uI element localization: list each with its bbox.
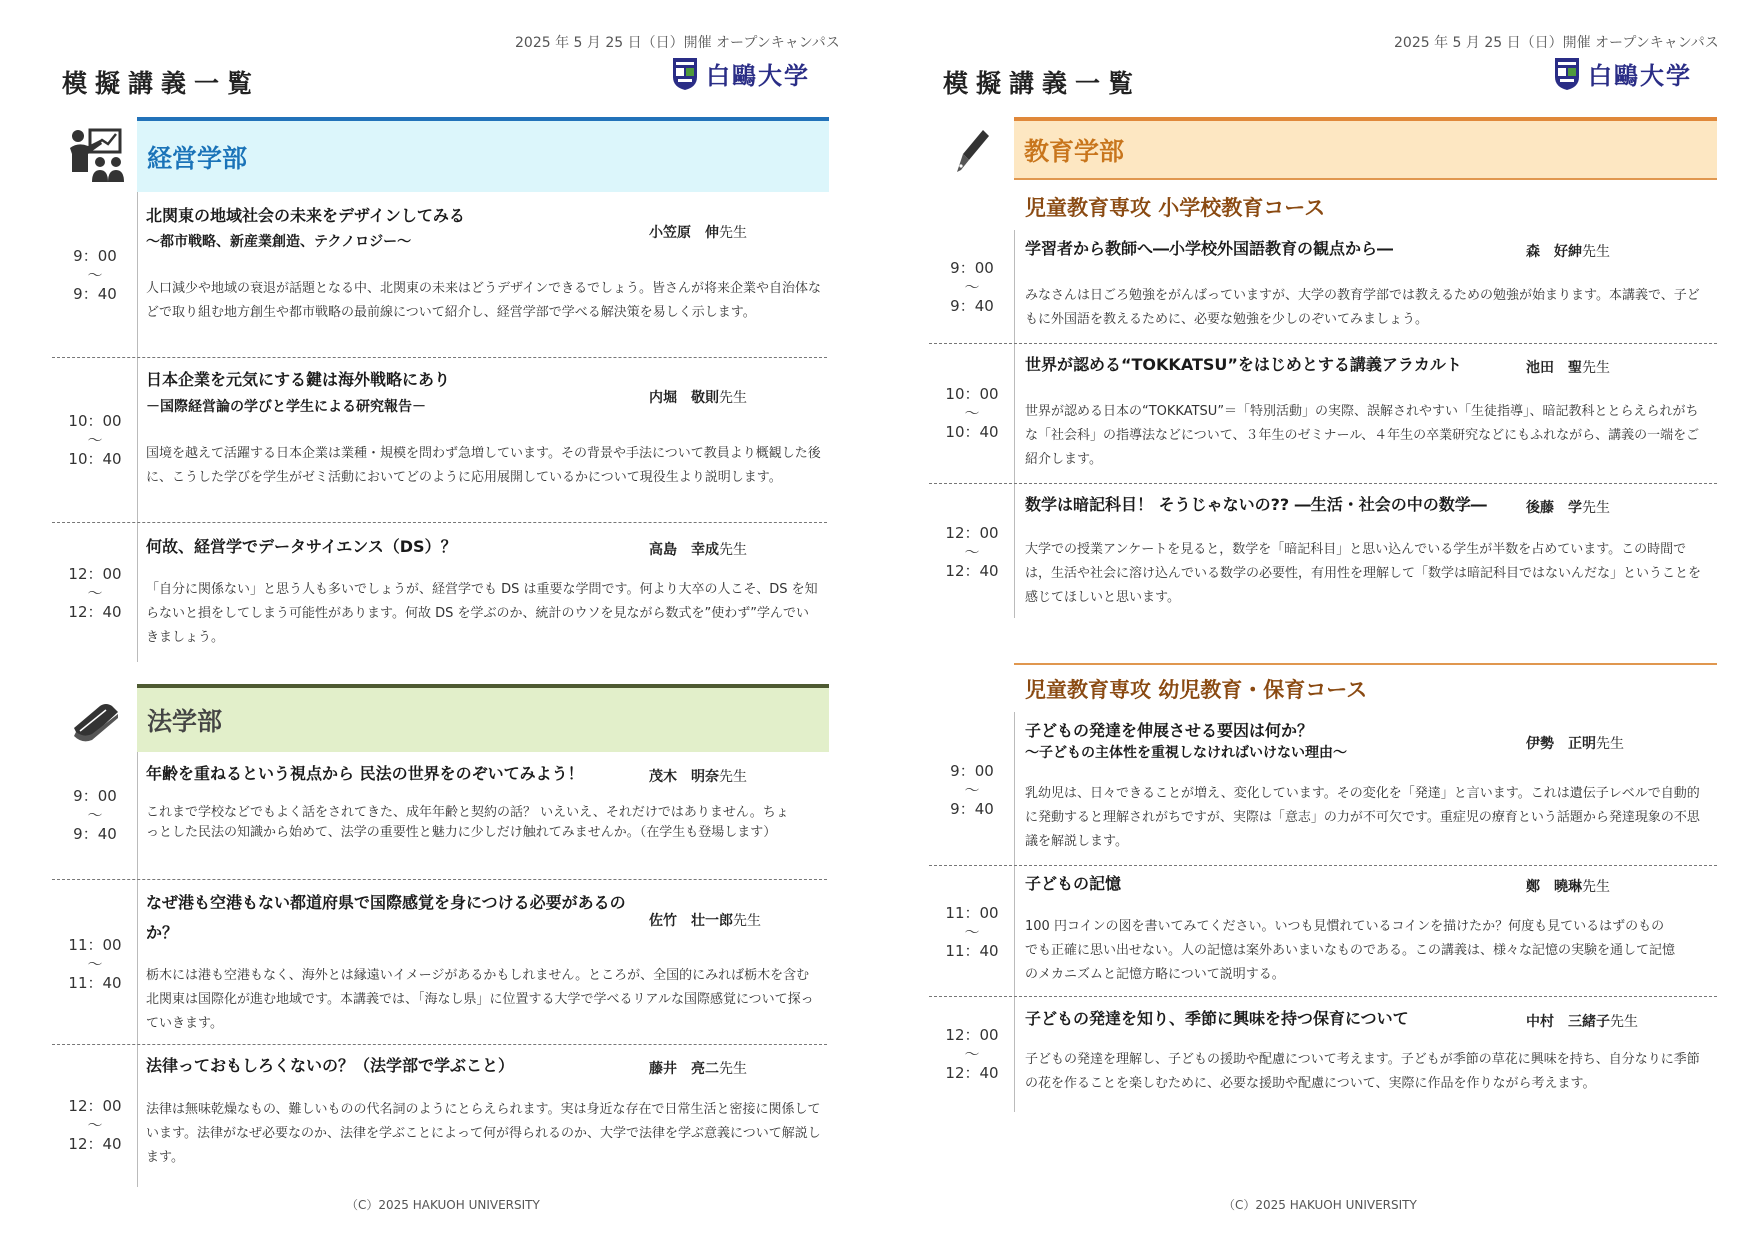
page-title: 模擬講義一覧: [943, 69, 1142, 98]
lecture-description: 人口減少や地域の衰退が話題となる中、北関東の未来はどうデザインできるでしょう。皆さんが将来企業や自治体などで取り組む地方創生や都市戦略の最前線について紹介し、経営学部で学べる解決策を易しく示します。: [146, 281, 821, 320]
lecture-time: 9：00 ～ 9：40: [73, 247, 117, 303]
row-divider: [929, 343, 1717, 344]
law-band: [137, 684, 829, 752]
pen-nib-icon: [955, 128, 991, 174]
lecturer: 森 好紳先生: [1526, 244, 1610, 260]
lecture-description: 大学での授業アンケートを見ると，数学を「暗記科目」と思い込んでいる学生が半数を占めています。この時間では，生活や社会に溶け込んでいる数学の必要性，有用性を理解して「数学は暗記科目ではないんだな」ということを感じてほしいと思います。: [1025, 542, 1702, 605]
lecturer: 佐竹 壮一郎先生: [649, 913, 761, 929]
dept-name-education: 教育学部: [1024, 136, 1125, 166]
row-divider: [929, 483, 1717, 484]
lecture-time: 11：00 ～ 11：40: [945, 904, 999, 960]
crest-icon: [1554, 57, 1580, 91]
lecture-description: 子どもの発達を理解し、子どもの援助や配慮について考えます。子どもが季節の草花に興味を持ち、自分なりに季節の花を作ることを楽しむために、必要な援助や配慮について、実際に作品を作りながら考えます。: [1025, 1052, 1700, 1091]
lecture-title: 数学は暗記科目！ そうじゃないの?? ―生活・社会の中の数学―: [1025, 495, 1487, 514]
lecturer: 後藤 学先生: [1526, 500, 1610, 516]
lecture-time: 12：00 ～ 12：40: [945, 1026, 999, 1082]
lecture-title: 何故、経営学でデータサイエンス（DS）？: [146, 537, 457, 556]
lecture-time: 11：00 ～ 11：40: [68, 936, 122, 992]
lecture-time: 9：00 ～ 9：40: [950, 762, 994, 818]
copyright: （C）2025 HAKUOH UNIVERSITY: [346, 1198, 540, 1212]
lecturer: 高島 幸成先生: [649, 542, 747, 558]
lecture-title: 子どもの発達を知り、季節に興味を持つ保育について: [1025, 1009, 1409, 1028]
lecture-title: 学習者から教師へ―小学校外国語教育の観点から―: [1025, 239, 1394, 258]
lecture-description: 「自分に関係ない」と思う人も多いでしょうが、経営学でも DS は重要な学問です。何より大卒の人こそ、DS を知らないと損をしてしまう可能性があります。何故 DS を学ぶのか、統計のウソを見ながら数式を”使わず”学んでいきましょう。: [146, 582, 818, 645]
lecture-description: みなさんは日ごろ勉強をがんばっていますが、大学の教育学部では教えるための勉強が始まります。本講義で、子どもに外国語を教えるために、必要な勉強を少しのぞいてみましょう。: [1025, 288, 1700, 327]
lecture-title: 世界が認める“TOKKATSU”をはじめとする講義アラカルト: [1025, 355, 1462, 374]
course-heading: 児童教育専攻 幼児教育・保育コース: [1025, 678, 1368, 702]
course-heading: 児童教育専攻 小学校教育コース: [1025, 196, 1326, 220]
law-lectures: [0, 752, 877, 1187]
lecture-title: 子どもの記憶: [1025, 874, 1122, 893]
row-divider: [52, 1044, 827, 1045]
university-name: 白鷗大学: [706, 62, 810, 90]
lecture-time: 9：00 ～ 9：40: [73, 787, 117, 843]
lecture-title: 子どもの発達を伸展させる要因は何か？: [1025, 721, 1314, 740]
education-band: [1014, 117, 1717, 180]
lecturer: 伊勢 正明先生: [1526, 736, 1624, 752]
row-divider: [52, 879, 827, 880]
lecture-title: 北関東の地域社会の未来をデザインしてみる: [146, 206, 465, 225]
lecture-time: 12：00 ～ 12：40: [68, 1097, 122, 1153]
lecture-subtitle: －国際経営論の学びと学生による研究報告－: [146, 399, 426, 415]
lecture-time: 10：00 ～ 10：40: [945, 385, 999, 441]
lecture-title: 年齢を重ねるという視点から 民法の世界をのぞいてみよう！: [146, 764, 584, 783]
lecture-title: なぜ港も空港もない都道府県で国際感覚を身につける必要があるのか？: [146, 893, 626, 942]
lecturer: 茂木 明奈先生: [649, 769, 747, 785]
lecturer: 小笠原 伸先生: [649, 225, 747, 241]
lecture-description: これまで学校などでもよく話をされてきた、成年年齢と契約の話？ いえいえ、それだけではありません。ちょっとした民法の知識から始めて、法学の重要性と魅力に少しだけ触れてみませんか。（在学生も登場します）: [146, 805, 789, 840]
row-divider: [929, 996, 1717, 997]
elementary-course-lectures: [877, 230, 1754, 618]
management-band: [137, 117, 829, 192]
university-logo: [1554, 56, 1692, 91]
lecturer: 池田 聖先生: [1526, 360, 1610, 376]
lecturer: 藤井 亮二先生: [649, 1061, 747, 1077]
lecture-time: 10：00 ～ 10：40: [68, 412, 122, 468]
page-title: 模擬講義一覧: [62, 69, 261, 98]
lecture-description: 世界が認める日本の“TOKKATSU”＝「特別活動」の実際、誤解されやすい「生徒指導」、暗記教科ととらえられがちな「社会科」の指導法などについて、３年生のゼミナール、４年生の卒業研究などにもふれながら、講義の一端をご紹介します。: [1025, 404, 1700, 467]
lecture-title: 日本企業を元気にする鍵は海外戦略にあり: [146, 370, 451, 389]
university-name: 白鷗大学: [1588, 62, 1692, 90]
dept-name-management: 経営学部: [147, 143, 248, 173]
management-lectures: [0, 192, 877, 662]
course-divider: [1014, 663, 1717, 665]
lecture-time: 12：00 ～ 12：40: [68, 565, 122, 621]
event-date: 2025 年 5 月 25 日（日）開催 オープンキャンパス: [515, 35, 840, 51]
lecture-subtitle: ～子どもの主体性を重視しなければいけない理由～: [1025, 745, 1347, 761]
row-divider: [929, 865, 1717, 866]
lecture-title: 法律っておもしろくないの？（法学部で学ぶこと）: [146, 1056, 515, 1075]
right-page: [877, 0, 1754, 1240]
early-childhood-course-lectures: [877, 712, 1754, 1112]
event-date: 2025 年 5 月 25 日（日）開催 オープンキャンパス: [1394, 35, 1719, 51]
lecture-description: 100 円コインの図を書いてみてください。いつも見慣れているコインを描けたか？何度も見ているはずのものでも正確に思い出せない。人の記憶は案外あいまいなものである。この講義は、様々な記憶の実験を通して記憶のメカニズムと記憶方略について説明する。: [1025, 919, 1676, 982]
row-divider: [52, 522, 827, 523]
lecture-description: 栃木には港も空港もなく、海外とは縁遠いイメージがあるかもしれません。ところが、全国的にみれば栃木を含む北関東は国際化が進む地域です。本講義では、「海なし県」に位置する大学で学べるリアルな国際感覚について探っていきます。: [146, 968, 814, 1031]
lecture-time: 12：00 ～ 12：40: [945, 524, 999, 580]
university-logo: [672, 56, 810, 91]
lecture-description: 国境を越えて活躍する日本企業は業種・規模を問わず急増しています。その背景や手法について教員より概観した後に、こうした学びを学生がゼミ活動においてどのように応用展開しているかについて現役生より説明します。: [146, 446, 821, 485]
lecturer: 内堀 敬則先生: [649, 390, 747, 406]
dept-name-law: 法学部: [147, 707, 223, 736]
lecture-subtitle: ～都市戦略、新産業創造、テクノロジー～: [146, 234, 412, 250]
lecturer: 鄭 曉琳先生: [1526, 879, 1610, 895]
copyright: （C）2025 HAKUOH UNIVERSITY: [1223, 1198, 1417, 1212]
presenter-icon: [66, 126, 126, 184]
lecture-time: 9：00 ～ 9：40: [950, 259, 994, 315]
lecture-description: 乳幼児は、日々できることが増え、変化しています。その変化を「発達」と言います。これは遺伝子レベルで自動的に発動すると理解されがちですが、実際は「意志」の力が不可欠です。重症児の療育という話題から発達現象の不思議を解説します。: [1025, 786, 1700, 849]
crest-icon: [672, 57, 698, 91]
lecturer: 中村 三緒子先生: [1526, 1014, 1638, 1030]
row-divider: [52, 357, 827, 358]
lecture-description: 法律は無味乾燥なもの、難しいものの代名詞のようにとらえられます。実は身近な存在で日常生活と密接に関係しています。法律がなぜ必要なのか、法律を学ぶことによって何が得られるのか、大学で法律を学ぶ意義について解説します。: [146, 1102, 821, 1165]
book-icon: [70, 700, 122, 742]
